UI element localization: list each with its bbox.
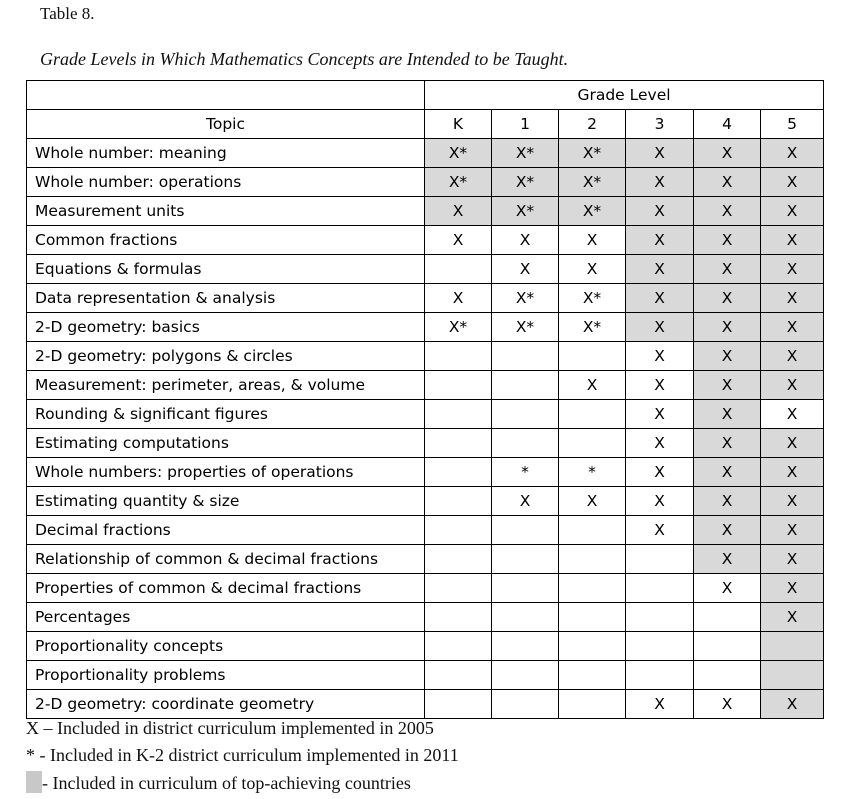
grade-3-cell	[626, 545, 694, 574]
grade-2-cell: X*	[559, 197, 626, 226]
grade-1-cell	[492, 690, 559, 719]
grade-4-cell: X	[694, 487, 761, 516]
grade-3-cell: X	[626, 429, 694, 458]
grade-k-cell: X*	[425, 139, 492, 168]
grade-4-cell: X	[694, 226, 761, 255]
grade-1-cell	[492, 603, 559, 632]
grade-1-cell	[492, 342, 559, 371]
grade-1-cell	[492, 371, 559, 400]
grade-2-cell: X	[559, 226, 626, 255]
grade-5-cell: X	[761, 371, 824, 400]
topic-cell: Rounding & significant figures	[27, 400, 425, 429]
grade-2-cell: X*	[559, 168, 626, 197]
grade-2-cell	[559, 690, 626, 719]
topic-cell: 2-D geometry: polygons & circles	[27, 342, 425, 371]
grade-5-cell: X	[761, 458, 824, 487]
grade-k-cell	[425, 516, 492, 545]
grade-5-cell: X	[761, 197, 824, 226]
grade-4-cell: X	[694, 516, 761, 545]
topic-cell: Whole number: operations	[27, 168, 425, 197]
grade-3-cell: X	[626, 139, 694, 168]
grade-k-cell	[425, 429, 492, 458]
legend-star-note: * - Included in K-2 district curriculum implemented in 2011	[26, 745, 459, 765]
grade-2-cell: X	[559, 487, 626, 516]
grade-4-cell	[694, 632, 761, 661]
table-row	[27, 342, 824, 371]
grade-1-cell: X*	[492, 197, 559, 226]
topic-cell: Proportionality problems	[27, 661, 425, 690]
grade-5-cell: X	[761, 342, 824, 371]
grade-header-k: K	[425, 110, 492, 139]
grade-4-cell: X	[694, 545, 761, 574]
topic-header: Topic	[27, 110, 425, 139]
grade-2-cell: X	[559, 255, 626, 284]
grade-3-cell: X	[626, 226, 694, 255]
grade-4-cell: X	[694, 139, 761, 168]
table-row	[27, 371, 824, 400]
grade-5-cell: X	[761, 284, 824, 313]
table-row	[27, 603, 824, 632]
grade-3-cell: X	[626, 284, 694, 313]
topic-cell: 2-D geometry: basics	[27, 313, 425, 342]
grade-3-cell: X	[626, 458, 694, 487]
grade-2-cell: *	[559, 458, 626, 487]
table-row	[27, 400, 824, 429]
header-row	[27, 110, 824, 139]
grade-k-cell	[425, 371, 492, 400]
table-body	[27, 139, 824, 719]
grade-3-cell: X	[626, 487, 694, 516]
topic-cell: Properties of common & decimal fractions	[27, 574, 425, 603]
grade-header-2: 2	[559, 110, 626, 139]
grade-k-cell	[425, 342, 492, 371]
grade-1-cell: X*	[492, 168, 559, 197]
topic-cell: Estimating computations	[27, 429, 425, 458]
grade-1-cell: X*	[492, 284, 559, 313]
grade-k-cell	[425, 487, 492, 516]
grade-4-cell: X	[694, 313, 761, 342]
topic-cell: Data representation & analysis	[27, 284, 425, 313]
grade-3-cell: X	[626, 197, 694, 226]
grade-header-4: 4	[694, 110, 761, 139]
grade-3-cell: X	[626, 255, 694, 284]
grade-3-cell	[626, 661, 694, 690]
grade-3-cell	[626, 574, 694, 603]
grade-k-cell	[425, 255, 492, 284]
table-row	[27, 284, 824, 313]
topic-cell: Whole numbers: properties of operations	[27, 458, 425, 487]
grade-4-cell	[694, 661, 761, 690]
grade-2-cell: X*	[559, 284, 626, 313]
grade-k-cell	[425, 690, 492, 719]
table-row	[27, 313, 824, 342]
grade-4-cell: X	[694, 400, 761, 429]
grade-5-cell: X	[761, 226, 824, 255]
grade-4-cell: X	[694, 690, 761, 719]
grade-4-cell: X	[694, 574, 761, 603]
topic-cell: Measurement: perimeter, areas, & volume	[27, 371, 425, 400]
grade-1-cell	[492, 429, 559, 458]
grade-4-cell: X	[694, 197, 761, 226]
grade-5-cell: X	[761, 429, 824, 458]
grade-5-cell: X	[761, 400, 824, 429]
topic-cell: Equations & formulas	[27, 255, 425, 284]
grade-4-cell: X	[694, 429, 761, 458]
grade-5-cell: X	[761, 313, 824, 342]
legend-shade-row	[26, 771, 411, 794]
grade-5-cell: X	[761, 545, 824, 574]
grade-3-cell: X	[626, 690, 694, 719]
grade-1-cell: X	[492, 255, 559, 284]
shade-swatch	[26, 771, 42, 793]
topic-cell: Common fractions	[27, 226, 425, 255]
grade-5-cell: X	[761, 487, 824, 516]
grade-1-cell: X*	[492, 139, 559, 168]
grade-k-cell: X	[425, 226, 492, 255]
grade-5-cell	[761, 632, 824, 661]
legend-x-note: X – Included in district curriculum implemented in 2005	[26, 718, 434, 738]
grade-2-cell	[559, 516, 626, 545]
grade-1-cell: X*	[492, 313, 559, 342]
topic-cell: Measurement units	[27, 197, 425, 226]
legend-shade-note: - Included in curriculum of top-achieving countries	[42, 773, 411, 793]
topic-cell: Relationship of common & decimal fractions	[27, 545, 425, 574]
grade-4-cell: X	[694, 458, 761, 487]
grade-5-cell: X	[761, 139, 824, 168]
grade-1-cell	[492, 516, 559, 545]
topic-cell: Estimating quantity & size	[27, 487, 425, 516]
table-row	[27, 139, 824, 168]
table-caption: Grade Levels in Which Mathematics Concepts are Intended to be Taught.	[40, 49, 569, 69]
topic-cell: 2-D geometry: coordinate geometry	[27, 690, 425, 719]
header-group-row	[27, 81, 824, 110]
grade-k-cell	[425, 603, 492, 632]
table-row	[27, 574, 824, 603]
table-row	[27, 226, 824, 255]
grade-2-cell	[559, 661, 626, 690]
grade-header-5: 5	[761, 110, 824, 139]
grade-2-cell	[559, 574, 626, 603]
grade-3-cell: X	[626, 168, 694, 197]
grade-k-cell	[425, 400, 492, 429]
grade-k-cell	[425, 632, 492, 661]
topic-cell: Percentages	[27, 603, 425, 632]
grade-k-cell: X	[425, 284, 492, 313]
table-row	[27, 632, 824, 661]
grade-header-1: 1	[492, 110, 559, 139]
table-row	[27, 690, 824, 719]
grade-3-cell: X	[626, 371, 694, 400]
table-row	[27, 545, 824, 574]
grade-k-cell	[425, 661, 492, 690]
grade-k-cell: X	[425, 197, 492, 226]
grade-1-cell	[492, 574, 559, 603]
grade-3-cell	[626, 632, 694, 661]
grade-k-cell: X*	[425, 168, 492, 197]
table-row	[27, 255, 824, 284]
grade-5-cell: X	[761, 574, 824, 603]
grade-2-cell: X*	[559, 313, 626, 342]
grade-3-cell: X	[626, 516, 694, 545]
grade-4-cell: X	[694, 371, 761, 400]
topic-cell: Decimal fractions	[27, 516, 425, 545]
grade-3-cell: X	[626, 313, 694, 342]
grade-2-cell	[559, 632, 626, 661]
grade-5-cell: X	[761, 255, 824, 284]
topic-cell: Whole number: meaning	[27, 139, 425, 168]
grade-4-cell: X	[694, 284, 761, 313]
table-row	[27, 458, 824, 487]
grade-5-cell: X	[761, 690, 824, 719]
grade-1-cell: X	[492, 226, 559, 255]
grade-5-cell: X	[761, 603, 824, 632]
grade-5-cell: X	[761, 168, 824, 197]
grade-k-cell	[425, 545, 492, 574]
header-blank	[27, 81, 425, 110]
grade-4-cell	[694, 603, 761, 632]
table-label: Table 8.	[40, 4, 95, 23]
grade-2-cell	[559, 545, 626, 574]
grade-1-cell	[492, 400, 559, 429]
grade-1-cell: X	[492, 487, 559, 516]
grade-k-cell: X*	[425, 313, 492, 342]
table-row	[27, 168, 824, 197]
grade-4-cell: X	[694, 168, 761, 197]
grade-1-cell: *	[492, 458, 559, 487]
grade-k-cell	[425, 574, 492, 603]
grade-5-cell: X	[761, 516, 824, 545]
grade-2-cell: X*	[559, 139, 626, 168]
grade-level-table	[26, 80, 824, 719]
table-row	[27, 516, 824, 545]
topic-cell: Proportionality concepts	[27, 632, 425, 661]
grade-4-cell: X	[694, 255, 761, 284]
table-row	[27, 487, 824, 516]
grade-level-header: Grade Level	[425, 81, 824, 110]
table-row	[27, 429, 824, 458]
grade-2-cell	[559, 429, 626, 458]
grade-1-cell	[492, 545, 559, 574]
grade-header-3: 3	[626, 110, 694, 139]
grade-3-cell: X	[626, 400, 694, 429]
grade-3-cell: X	[626, 342, 694, 371]
table-row	[27, 197, 824, 226]
grade-2-cell: X	[559, 371, 626, 400]
grade-2-cell	[559, 603, 626, 632]
grade-k-cell	[425, 458, 492, 487]
grade-2-cell	[559, 342, 626, 371]
grade-4-cell: X	[694, 342, 761, 371]
grade-1-cell	[492, 661, 559, 690]
table-row	[27, 661, 824, 690]
grade-5-cell	[761, 661, 824, 690]
grade-3-cell	[626, 603, 694, 632]
grade-2-cell	[559, 400, 626, 429]
grade-1-cell	[492, 632, 559, 661]
